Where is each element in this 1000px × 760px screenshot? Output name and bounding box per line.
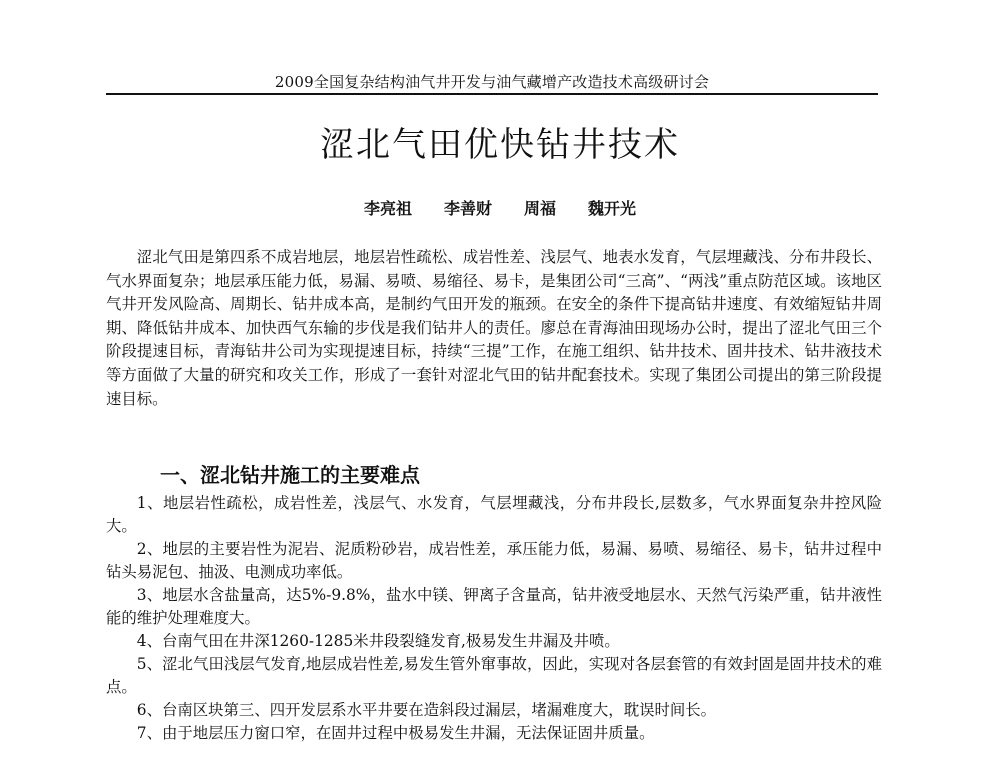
list-item: 5、涩北气田浅层气发育,地层成岩性差,易发生管外窜事故，因此，实现对各层套管的有效封固是固井技术的难点。 (106, 655, 882, 696)
author-name: 李善财 (443, 199, 492, 218)
abstract-paragraph: 涩北气田是第四系不成岩地层，地层岩性疏松、成岩性差、浅层气、地表水发育，气层埋藏浅、分布井段长、气水界面复杂；地层承压能力低，易漏、易喷、易缩径、易卡，是集团公司“三高”、“两浅”重点防范区域。该地区气井开发风险高、周期长、钻井成本高，是制约气田开发的瓶颈。在安全的条件下提高钻井速度、有效缩短钻井周期、降低钻井成本、加快西气东输的步伐是我们钻井人的责任。廖总在青海油田现场办公时，提出了涩北气田三个阶段提速目标，青海钻井公司为实现提速目标，持续“三提”工作，在施工组织、钻井技术、固井技术、钻井液技术等方面做了大量的研究和攻关工作，形成了一套针对涩北气田的钻井配套技术。实现了集团公司提出的第三阶段提速目标。 (106, 248, 882, 408)
header-rule (106, 93, 878, 95)
list-item: 1、地层岩性疏松，成岩性差，浅层气、水发育，气层埋藏浅，分布井段长,层数多，气水界面复杂井控风险大。 (106, 494, 882, 535)
author-name: 魏开光 (588, 199, 637, 218)
list-item: 4、台南气田在井深1260-1285米井段裂缝发育,极易发生井漏及井喷。 (136, 632, 620, 650)
list-item: 7、由于地层压力窗口窄，在固井过程中极易发生井漏，无法保证固井质量。 (136, 724, 655, 742)
author-list (0, 198, 1000, 220)
author-name: 周福 (524, 199, 557, 218)
difficulty-list (106, 492, 882, 745)
conference-header: 2009全国复杂结构油气井开发与油气藏增产改造技术高级研讨会 (274, 73, 710, 91)
list-item: 2、地层的主要岩性为泥岩、泥质粉砂岩，成岩性差，承压能力低，易漏、易喷、易缩径、易卡，钻井过程中钻头易泥包、抽汲、电测成功率低。 (106, 540, 882, 581)
paper-title: 涩北气田优快钻井技术 (320, 125, 680, 165)
author-name: 李亮祖 (363, 199, 412, 218)
list-item: 6、台南区块第三、四开发层系水平井要在造斜段过漏层，堵漏难度大，耽误时间长。 (136, 701, 717, 719)
section-heading: 一、涩北钻井施工的主要难点 (160, 463, 420, 487)
list-item: 3、地层水含盐量高，达5%-9.8%，盐水中镁、钾离子含量高，钻井液受地层水、天然气污染严重，钻井液性能的维护处理难度大。 (106, 586, 882, 627)
